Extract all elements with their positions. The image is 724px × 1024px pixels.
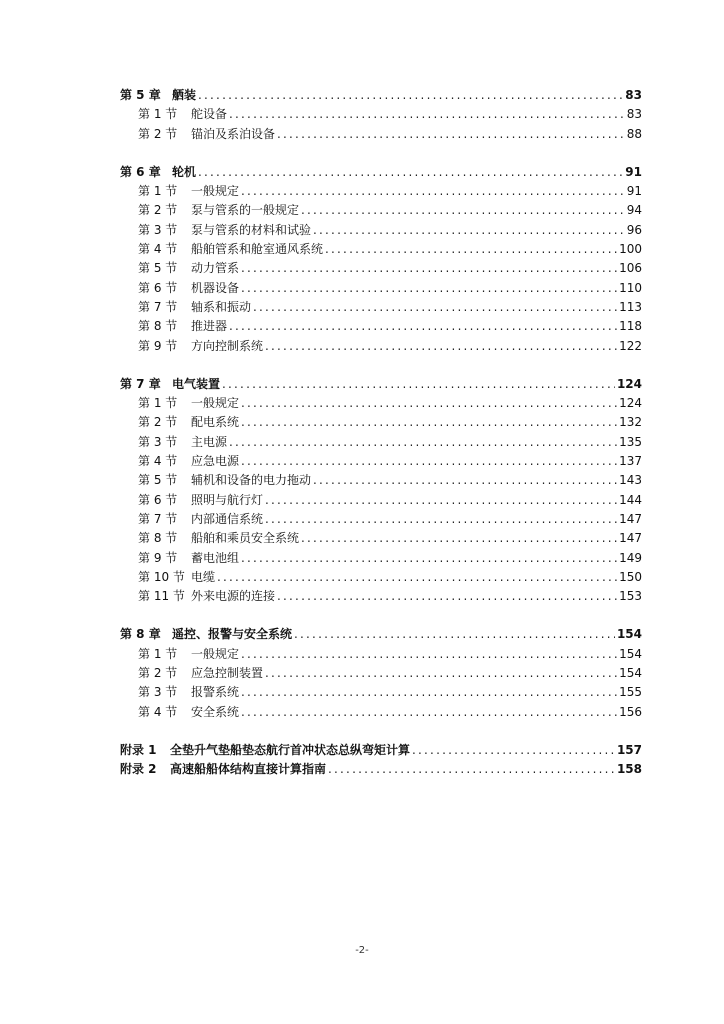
entry-number: 第 4 节 xyxy=(138,242,178,257)
entry-page-number: 113 xyxy=(619,299,642,314)
entry-number: 第 6 章 xyxy=(120,164,161,179)
table-of-contents xyxy=(120,86,642,780)
entry-page-number: 153 xyxy=(619,589,642,604)
entry-title: 电缆 xyxy=(191,569,216,584)
page-number: -2- xyxy=(355,945,369,956)
entry-title: 电气装置 xyxy=(172,376,221,391)
group-spacer xyxy=(120,144,642,163)
entry-title: 配电系统 xyxy=(191,415,240,430)
entry-number: 附录 1 xyxy=(120,742,157,757)
section-entry[interactable] xyxy=(120,664,642,683)
dot-leader xyxy=(253,298,617,317)
dot-leader xyxy=(325,240,617,259)
entry-page-number: 143 xyxy=(619,473,642,488)
entry-number: 第 8 节 xyxy=(138,531,178,546)
group-spacer xyxy=(120,356,642,375)
dot-leader xyxy=(241,549,617,568)
entry-number: 第 1 节 xyxy=(138,396,178,411)
entry-number: 第 1 节 xyxy=(138,184,178,199)
entry-number: 第 1 节 xyxy=(138,646,178,661)
entry-title: 舵设备 xyxy=(191,107,228,122)
entry-title: 机器设备 xyxy=(191,280,240,295)
entry-title: 一般规定 xyxy=(191,184,240,199)
dot-leader xyxy=(241,413,617,432)
dot-leader xyxy=(229,317,617,336)
section-entry[interactable] xyxy=(120,433,642,452)
dot-leader xyxy=(241,703,617,722)
entry-title: 主电源 xyxy=(191,434,228,449)
dot-leader xyxy=(301,201,625,220)
entry-number: 第 3 节 xyxy=(138,685,178,700)
entry-number: 第 9 节 xyxy=(138,338,178,353)
entry-page-number: 96 xyxy=(626,222,642,237)
section-entry[interactable] xyxy=(120,703,642,722)
entry-title: 一般规定 xyxy=(191,646,240,661)
entry-page-number: 137 xyxy=(619,454,642,469)
entry-number: 第 5 节 xyxy=(138,473,178,488)
chapter-entry[interactable] xyxy=(120,375,642,394)
entry-number: 第 7 节 xyxy=(138,299,178,314)
entry-page-number: 147 xyxy=(619,511,642,526)
entry-number: 第 5 节 xyxy=(138,261,178,276)
section-entry[interactable] xyxy=(120,337,642,356)
dot-leader xyxy=(301,529,617,548)
section-entry[interactable] xyxy=(120,317,642,336)
section-entry[interactable] xyxy=(120,510,642,529)
dot-leader xyxy=(277,587,617,606)
entry-title: 泵与管系的一般规定 xyxy=(191,203,300,218)
entry-page-number: 118 xyxy=(619,319,642,334)
entry-title: 遥控、报警与安全系统 xyxy=(172,627,293,642)
dot-leader xyxy=(229,105,625,124)
entry-title: 锚泊及系泊设备 xyxy=(191,126,276,141)
entry-number: 第 9 节 xyxy=(138,550,178,565)
entry-title: 照明与航行灯 xyxy=(191,492,264,507)
entry-title: 报警系统 xyxy=(191,685,240,700)
dot-leader xyxy=(241,279,617,298)
entry-number: 第 4 节 xyxy=(138,454,178,469)
section-entry[interactable] xyxy=(120,125,642,144)
entry-title: 舾装 xyxy=(172,88,197,102)
entry-title: 辅机和设备的电力拖动 xyxy=(191,473,312,488)
entry-number: 第 7 节 xyxy=(138,511,178,526)
section-entry[interactable] xyxy=(120,683,642,702)
entry-page-number: 91 xyxy=(626,184,642,199)
dot-leader xyxy=(265,664,617,683)
entry-title: 一般规定 xyxy=(191,396,240,411)
chapter-entry[interactable] xyxy=(120,163,642,182)
dot-leader xyxy=(241,645,617,664)
section-entry[interactable] xyxy=(120,471,642,490)
entry-title: 泵与管系的材料和试验 xyxy=(191,222,312,237)
dot-leader xyxy=(313,471,617,490)
entry-title: 动力管系 xyxy=(191,261,240,276)
entry-page-number: 100 xyxy=(619,242,642,257)
entry-page-number: 135 xyxy=(619,434,642,449)
entry-page-number: 106 xyxy=(619,261,642,276)
entry-number: 第 3 节 xyxy=(138,222,178,237)
dot-leader xyxy=(241,182,625,201)
entry-title: 内部通信系统 xyxy=(191,511,264,526)
entry-number: 第 7 章 xyxy=(120,376,161,391)
entry-number: 第 1 节 xyxy=(138,107,178,122)
entry-page-number: 158 xyxy=(616,762,642,777)
section-entry[interactable] xyxy=(120,221,642,240)
entry-page-number: 94 xyxy=(626,203,642,218)
entry-page-number: 155 xyxy=(619,685,642,700)
section-entry[interactable] xyxy=(120,645,642,664)
entry-page-number: 132 xyxy=(619,415,642,430)
entry-number: 第 6 节 xyxy=(138,280,178,295)
section-entry[interactable] xyxy=(120,549,642,568)
entry-page-number: 154 xyxy=(616,627,642,642)
group-spacer xyxy=(120,722,642,741)
dot-leader xyxy=(241,452,617,471)
dot-leader xyxy=(412,741,615,760)
entry-page-number: 154 xyxy=(619,646,642,661)
entry-page-number: 157 xyxy=(616,742,642,757)
dot-leader xyxy=(241,259,617,278)
chapter-entry[interactable] xyxy=(120,86,642,105)
entry-title: 方向控制系统 xyxy=(191,338,264,353)
section-entry[interactable] xyxy=(120,105,642,124)
dot-leader xyxy=(328,760,615,779)
appendix-entry[interactable] xyxy=(120,760,642,779)
dot-leader xyxy=(265,510,617,529)
entry-page-number: 88 xyxy=(626,126,642,141)
entry-title: 外来电源的连接 xyxy=(191,589,276,604)
entry-number: 第 8 节 xyxy=(138,319,178,334)
chapter-entry[interactable] xyxy=(120,625,642,644)
section-entry[interactable] xyxy=(120,279,642,298)
section-entry[interactable] xyxy=(120,568,642,587)
entry-title: 应急电源 xyxy=(191,454,240,469)
section-entry[interactable] xyxy=(120,240,642,259)
section-entry[interactable] xyxy=(120,587,642,606)
entry-title: 高速船船体结构直接计算指南 xyxy=(170,762,327,777)
dot-leader xyxy=(241,394,617,413)
dot-leader xyxy=(217,568,617,587)
entry-page-number: 154 xyxy=(619,666,642,681)
section-entry[interactable] xyxy=(120,529,642,548)
entry-page-number: 91 xyxy=(625,164,642,179)
section-entry[interactable] xyxy=(120,182,642,201)
entry-number: 第 2 节 xyxy=(138,666,178,681)
entry-title: 船舶管系和舱室通风系统 xyxy=(191,242,324,257)
entry-number: 第 3 节 xyxy=(138,434,178,449)
dot-leader xyxy=(265,337,617,356)
entry-title: 轴系和振动 xyxy=(191,299,252,314)
entry-page-number: 124 xyxy=(616,376,642,391)
dot-leader xyxy=(198,86,623,105)
entry-page-number: 122 xyxy=(619,338,642,353)
entry-title: 蓄电池组 xyxy=(191,550,240,565)
entry-number: 第 11 节 xyxy=(138,589,185,604)
entry-number: 第 2 节 xyxy=(138,203,178,218)
entry-page-number: 147 xyxy=(619,531,642,546)
entry-page-number: 144 xyxy=(619,492,642,507)
dot-leader xyxy=(222,375,615,394)
dot-leader xyxy=(265,491,617,510)
dot-leader xyxy=(277,125,625,144)
dot-leader xyxy=(229,433,617,452)
group-spacer xyxy=(120,606,642,625)
entry-number: 第 6 节 xyxy=(138,492,178,507)
entry-title: 全垫升气垫船垫态航行首冲状态总纵弯矩计算 xyxy=(170,742,411,757)
entry-page-number: 110 xyxy=(619,280,642,295)
appendix-entry[interactable] xyxy=(120,741,642,760)
entry-title: 应急控制装置 xyxy=(191,666,264,681)
entry-number: 第 10 节 xyxy=(138,569,185,584)
dot-leader xyxy=(294,625,615,644)
entry-title: 轮机 xyxy=(172,164,197,179)
entry-page-number: 150 xyxy=(619,569,642,584)
entry-title: 推进器 xyxy=(191,319,228,334)
entry-number: 第 2 节 xyxy=(138,126,178,141)
section-entry[interactable] xyxy=(120,394,642,413)
entry-page-number: 149 xyxy=(619,550,642,565)
dot-leader xyxy=(313,221,625,240)
entry-number: 第 8 章 xyxy=(120,627,161,642)
section-entry[interactable] xyxy=(120,201,642,220)
entry-page-number: 156 xyxy=(619,704,642,719)
dot-leader xyxy=(198,163,623,182)
entry-page-number: 83 xyxy=(625,88,642,102)
dot-leader xyxy=(241,683,617,702)
entry-number: 附录 2 xyxy=(120,762,157,777)
section-entry[interactable] xyxy=(120,259,642,278)
entry-page-number: 124 xyxy=(619,396,642,411)
section-entry[interactable] xyxy=(120,413,642,432)
section-entry[interactable] xyxy=(120,491,642,510)
entry-page-number: 83 xyxy=(626,107,642,122)
entry-number: 第 4 节 xyxy=(138,704,178,719)
entry-number: 第 2 节 xyxy=(138,415,178,430)
section-entry[interactable] xyxy=(120,298,642,317)
entry-number: 第 5 章 xyxy=(120,88,161,102)
section-entry[interactable] xyxy=(120,452,642,471)
entry-title: 船舶和乘员安全系统 xyxy=(191,531,300,546)
entry-title: 安全系统 xyxy=(191,704,240,719)
